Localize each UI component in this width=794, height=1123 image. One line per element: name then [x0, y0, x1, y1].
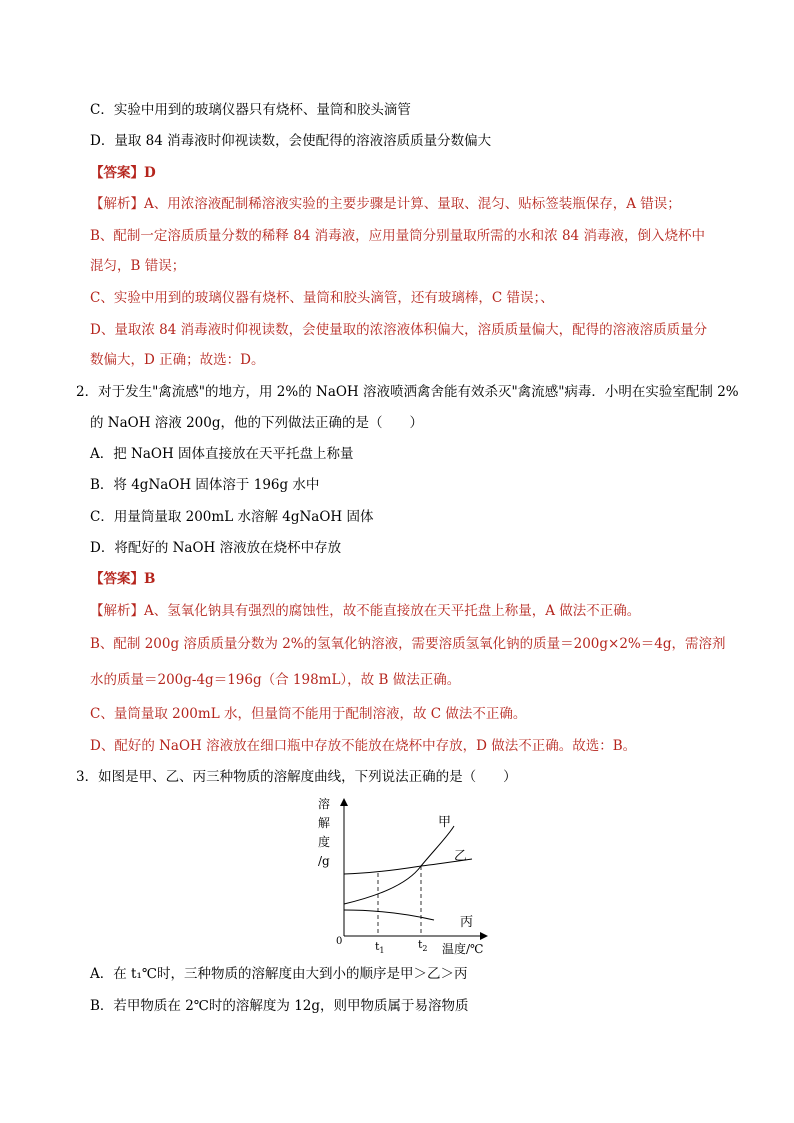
- curve-bing: [344, 910, 434, 920]
- answer-q2: 【答案】B: [90, 571, 156, 587]
- option-d-q1: D．量取 84 消毒液时仰视读数，会使配得的溶液溶质质量分数偏大: [90, 133, 492, 149]
- question-2-stem: 2．对于发生"禽流感"的地方，用 2%的 NaOH 溶液喷洒禽舍能有效杀灭"禽流感"病毒．小明在实验室配制 2%: [76, 384, 739, 400]
- question-2-stem-cont: 的 NaOH 溶液 200g，他的下列做法正确的是（ ）: [90, 415, 423, 431]
- y-label-3: 度: [318, 835, 331, 849]
- t2-label: $t_2$: [418, 938, 428, 953]
- analysis-q1-d-cont: 数偏大，D 正确；故选：D。: [90, 352, 265, 368]
- t1-label: $t_1$: [375, 940, 385, 955]
- analysis-q1-b-cont: 混匀，B 错误；: [90, 258, 186, 274]
- analysis-q1-b: B、配制一定溶质质量分数的稀释 84 消毒液，应用量筒分别量取所需的水和浓 84 消毒液，倒入烧杯中: [90, 228, 705, 244]
- analysis-q2-b-cont: 水的质量＝200g-4g＝196g（合 198mL），故 B 做法正确。: [90, 672, 461, 688]
- option-a-q3: A．在 t₁℃时，三种物质的溶解度由大到小的顺序是甲＞乙＞丙: [90, 966, 468, 982]
- question-3-stem: 3．如图是甲、乙、丙三种物质的溶解度曲线，下列说法正确的是（ ）: [76, 769, 517, 785]
- option-a-q2: A．把 NaOH 固体直接放在天平托盘上称量: [90, 446, 354, 462]
- origin-label: 0: [336, 936, 343, 947]
- series-label-bing: 丙: [460, 915, 474, 930]
- option-d-q2: D．将配好的 NaOH 溶液放在烧杯中存放: [90, 540, 342, 556]
- analysis-q2-c: C、量筒量取 200mL 水，但量筒不能用于配制溶液，故 C 做法不正确。: [90, 706, 527, 722]
- curve-yi: [344, 859, 472, 874]
- solubility-chart: [308, 796, 488, 956]
- analysis-q1-a: 【解析】A、用浓溶液配制稀溶液实验的主要步骤是计算、量取、混匀、贴标签装瓶保存，A 错误；: [90, 196, 681, 212]
- curve-jia: [344, 826, 454, 904]
- y-label-2: 解: [318, 816, 331, 830]
- y-label-4: /g: [318, 854, 330, 868]
- analysis-q2-d: D、配好的 NaOH 溶液放在细口瓶中存放不能放在烧杯中存放，D 做法不正确。故选：B。: [90, 738, 637, 754]
- option-c-q2: C．用量筒量取 200mL 水溶解 4gNaOH 固体: [90, 509, 374, 525]
- option-b-q3: B．若甲物质在 2℃时的溶解度为 12g，则甲物质属于易溶物质: [90, 998, 469, 1014]
- option-c-q1: C．实验中用到的玻璃仪器只有烧杯、量筒和胶头滴管: [90, 102, 411, 118]
- x-axis-label: 温度/℃: [442, 942, 484, 956]
- y-label-1: 溶: [318, 797, 331, 811]
- analysis-q2-a: 【解析】A、氢氧化钠具有强烈的腐蚀性，故不能直接放在天平托盘上称量，A 做法不正确。: [90, 603, 641, 619]
- analysis-q1-c: C、实验中用到的玻璃仪器有烧杯、量筒和胶头滴管，还有玻璃棒，C 错误；、: [90, 290, 554, 306]
- analysis-q2-b: B、配制 200g 溶质质量分数为 2%的氢氧化钠溶液，需要溶质氢氧化钠的质量＝200g×2%＝4g，需溶剂: [90, 636, 726, 652]
- series-label-yi: 乙: [454, 849, 468, 864]
- analysis-q1-d: D、量取浓 84 消毒液时仰视读数，会使量取的浓溶液体积偏大，溶质质量偏大，配得的溶液溶质质量分: [90, 322, 708, 338]
- series-label-jia: 甲: [438, 815, 452, 830]
- answer-q1: 【答案】D: [90, 165, 156, 181]
- option-b-q2: B．将 4gNaOH 固体溶于 196g 水中: [90, 477, 320, 493]
